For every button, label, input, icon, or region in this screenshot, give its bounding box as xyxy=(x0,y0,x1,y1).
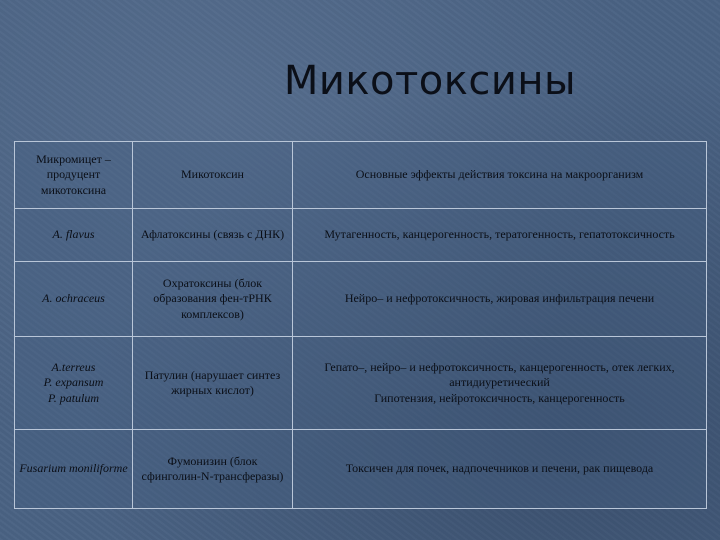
table-row xyxy=(15,430,707,509)
slide-title: Микотоксины xyxy=(283,58,577,104)
organism-name: A. flavus xyxy=(52,227,95,242)
header-toxin: Микотоксин xyxy=(133,142,293,209)
table-header-row xyxy=(15,142,707,209)
toxin-cell: Охратоксины (блок образования фен-тРНК комплексов) xyxy=(133,262,293,337)
effects-cell xyxy=(293,262,707,337)
effects-text: Токсичен для почек, надпочечников и печени, рак пищевода xyxy=(345,461,654,476)
effects-text: Мутагенность, канцерогенность, тератогенность, гепатотоксичность xyxy=(324,227,675,242)
effects-cell xyxy=(293,209,707,262)
mycotoxin-table xyxy=(14,141,707,509)
organism-name: P. patulum xyxy=(47,390,100,405)
organism-cell xyxy=(15,209,133,262)
effects-cell xyxy=(293,337,707,430)
organism-name: P. expansum xyxy=(43,375,104,390)
toxin-cell: Афлатоксины (связь с ДНК) xyxy=(133,209,293,262)
effects-text: Гипотензия, нейротоксичность, канцерогенность xyxy=(374,390,625,405)
organism-name: A.terreus xyxy=(51,359,96,374)
header-producer: Микромицет – продуцент микотоксина xyxy=(15,142,133,209)
effects-cell xyxy=(293,430,707,509)
organism-cell xyxy=(15,337,133,430)
organism-name: A. ochraceus xyxy=(42,291,105,306)
header-effects: Основные эффекты действия токсина на макроорганизм xyxy=(293,142,707,209)
organism-name: Fusarium moniliforme xyxy=(19,461,128,476)
toxin-cell: Патулин (нарушает синтез жирных кислот) xyxy=(133,337,293,430)
effects-text: Нейро– и нефротоксичность, жировая инфильтрация печени xyxy=(344,291,655,306)
table-row xyxy=(15,262,707,337)
effects-text: Гепато–, нейро– и нефротоксичность, канцерогенность, отек легких, антидиуретический xyxy=(324,359,675,390)
table-row xyxy=(15,337,707,430)
toxin-cell: Фумонизин (блок сфинголин-N-трансферазы) xyxy=(133,430,293,509)
table-row xyxy=(15,209,707,262)
organism-cell xyxy=(15,262,133,337)
organism-cell xyxy=(15,430,133,509)
